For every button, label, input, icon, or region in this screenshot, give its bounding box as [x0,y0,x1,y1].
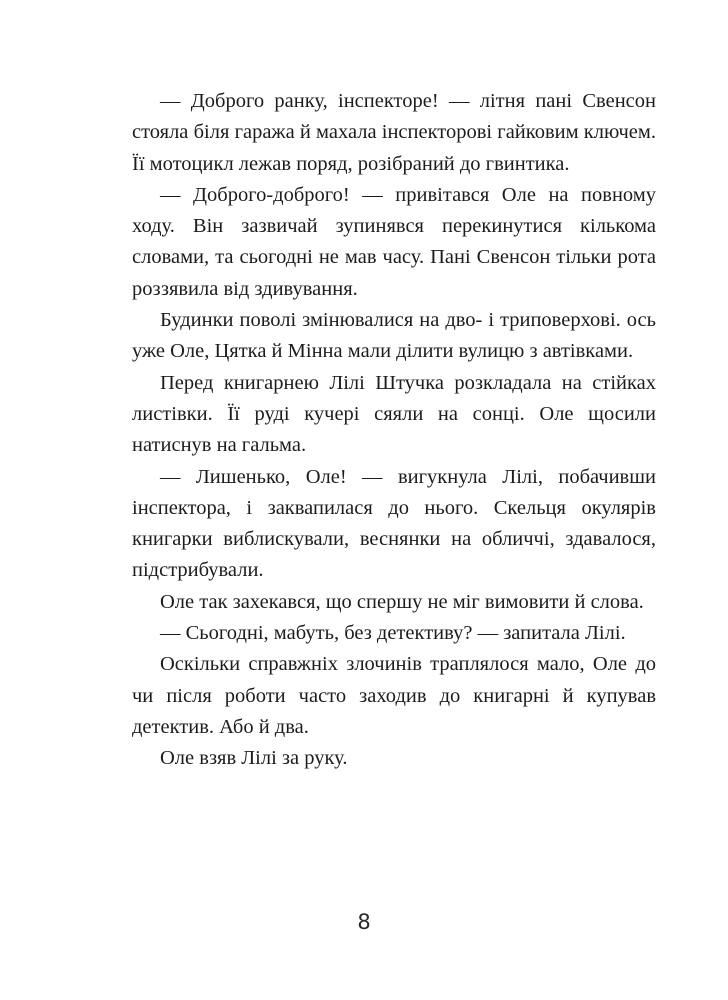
page-number: 8 [357,910,371,934]
paragraph: Оле взяв Лілі за руку. [160,747,348,770]
paragraph: — Лишенько, Оле! — вигукнула Лілі, побачивши інспектора, і заквапилася до нього. Скельця окулярів книгарки виблискували, веснянки на обличчі, здавалося, підстрибували. [132,465,656,582]
paragraph: — Сьогодні, мабуть, без детективу? — запитала Лілі. [160,622,626,645]
paragraph: Перед книгарнею Лілі Штучка розкладала на стійках листівки. Її руді кучері сяяли на сонці. Оле щосили натиснув на гальма. [132,371,656,457]
paragraph: — Доброго ранку, інспекторе! — літня пані Свенсон стояла біля гаража й махала інспекторові гайковим ключем. Її мотоцикл лежав поряд, розібраний до гвинтика. [132,90,656,175]
page-body-text [132,86,656,775]
paragraph: Будинки поволі змінювалися на дво- і триповерхові. ось уже Оле, Цятка й Мінна мали ділити вулицю з автівками. [132,309,656,363]
paragraph: Оскільки справжніх злочинів траплялося мало, Оле до чи після роботи часто заходив до книгарні й купував детектив. Або й два. [132,653,656,738]
paragraph: Оле так захекався, що спершу не міг вимовити й слова. [160,590,644,613]
paragraph: — Доброго-доброго! — привітався Оле на повному ходу. Він зазвичай зупинявся перекинутися кількома словами, та сьогодні не мав часу. Пані Свенсон тільки рота роззявила від здивування. [132,183,656,300]
